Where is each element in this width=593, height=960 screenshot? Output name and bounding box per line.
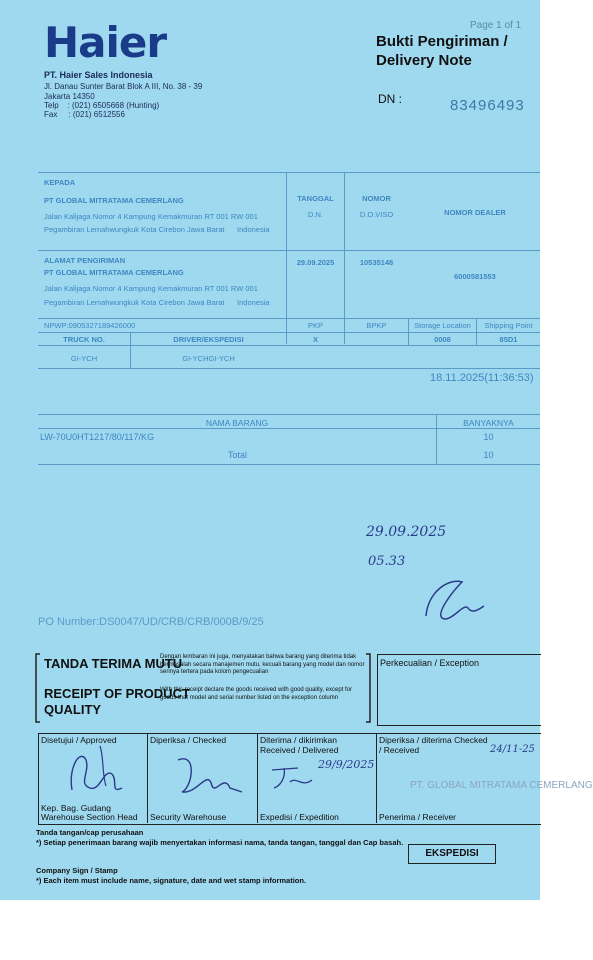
- approved-label: Disetujui / Approved: [41, 735, 117, 745]
- dealer-header: NOMOR DEALER: [444, 208, 506, 217]
- bpkp-label: BPKP: [366, 321, 387, 330]
- handwritten-date: 29.09.2025: [366, 524, 447, 540]
- delivered-signature: [268, 760, 318, 794]
- nomor-header: NOMOR: [362, 194, 391, 203]
- shipping-label: ALAMAT PENGIRIMAN: [44, 256, 126, 265]
- page-number: Page 1 of 1: [470, 20, 522, 31]
- checked-signature: [168, 748, 248, 802]
- exception-label: Perkecualian / Exception: [380, 658, 480, 668]
- approved-role-en: Warehouse Section Head: [41, 812, 138, 822]
- po-number: PO Number:DS0047/UD/CRB/CRB/000B/9/25: [38, 616, 264, 628]
- shipping-point-label: Shipping Point: [484, 321, 533, 330]
- item-name: LW-70U0HT1217/80/117/KG: [40, 432, 155, 442]
- storage-location-value: 0008: [434, 335, 451, 344]
- truck-no-value: GI-YCH: [70, 354, 98, 363]
- approved-role: Kep. Bag. Gudang: [41, 803, 111, 813]
- footer-company-sign: Company Sign / Stamp: [36, 866, 118, 875]
- recipient-address: Pegambiran Lemahwungkuk Kota Cirebon Jawa Barat Indonesia: [44, 225, 270, 234]
- company-stamp: PT. GLOBAL MITRATAMA CEMERLANG: [410, 780, 593, 791]
- ekspedisi-box: EKSPEDISI: [408, 844, 496, 864]
- quality-title-id: TANDA TERIMA MUTU: [44, 656, 183, 671]
- shipping-point-value: 85D1: [499, 335, 518, 344]
- pkp-label: PKP: [307, 321, 323, 330]
- driver-value: GI-YCHGI-YCH: [182, 354, 235, 363]
- footer-note-en: *) Each item must include name, signature, date and wet stamp information.: [36, 876, 307, 885]
- shipping-nomor: 10535148: [359, 258, 394, 267]
- dealer-number: 6000581553: [454, 272, 496, 281]
- npwp-number: NPWP:0905327189426000: [44, 321, 136, 330]
- shipping-address: Jalan Kalijaga Nomor 4 Kampung Kemakmuran RT 001 RW 001: [44, 284, 258, 293]
- item-qty: 10: [483, 432, 494, 442]
- approved-signature: [60, 738, 140, 802]
- kepada-label: KEPADA: [44, 178, 76, 187]
- quality-text-id: Dengan lembaran ini juga, menyatakan bahwa barang yang diterima tidak bermasalah secara manajemen mutu, kecuali barang yang model dan nomor serinya tertera pada kolom pengecualian: [160, 654, 365, 675]
- delivered-role: Expedisi / Expedition: [260, 812, 339, 822]
- checked-label: Diperiksa / Checked: [150, 735, 227, 745]
- total-qty: 10: [483, 450, 494, 460]
- truck-no-label: TRUCK NO.: [63, 335, 105, 344]
- tanggal-header: TANGGAL: [297, 194, 334, 203]
- pkp-value: X: [312, 335, 318, 344]
- dn-label: DN :: [378, 92, 402, 106]
- storage-location-label: Storage Location: [414, 321, 471, 330]
- quality-text-en: With this receipt declare the goods received with good quality, except for goods that model and serial number listed on the exception column: [160, 687, 352, 701]
- dn-number: 83496493: [450, 97, 525, 114]
- company-address-line: Jakarta 14350: [44, 92, 95, 101]
- received-role: Penerima / Receiver: [379, 812, 457, 822]
- title-line: Bukti Pengiriman /: [376, 33, 508, 50]
- print-datetime: 18.11.2025(11:36:53): [430, 372, 534, 384]
- company-phone: Telp : (021) 6505668 (Hunting): [44, 101, 160, 110]
- shipping-date: 29.09.2025: [296, 258, 335, 267]
- handwritten-time: 05.33: [368, 554, 406, 569]
- recipient-address: Jalan Kalijaga Nomor 4 Kampung Kemakmuran RT 001 RW 001: [44, 212, 258, 221]
- item-qty-header: BANYAKNYA: [463, 418, 514, 428]
- document-title: [376, 32, 508, 70]
- recipient-name: PT GLOBAL MITRATAMA CEMERLANG: [44, 196, 184, 205]
- checked-role: Security Warehouse: [150, 812, 227, 822]
- delivered-label: Diterima / dikirimkan Received / Delivered: [260, 735, 339, 755]
- signature-mark: [418, 572, 488, 624]
- shipping-address: Pegambiran Lemahwungkuk Kota Cirebon Jawa Barat Indonesia: [44, 298, 270, 307]
- company-address-line: Jl. Danau Sunter Barat Blok A III, No. 38 - 39: [44, 82, 203, 91]
- total-label: Total: [228, 450, 248, 460]
- received-label: Diperiksa / diterima Checked / Received: [379, 735, 488, 755]
- quality-title-en: RECEIPT OF PRODUCT: [44, 686, 190, 701]
- shipping-name: PT GLOBAL MITRATAMA CEMERLANG: [44, 268, 184, 277]
- footer-note-id: *) Setiap penerimaan barang wajib menyertakan informasi nama, tanda tangan, tanggal dan Cap basah.: [36, 838, 404, 847]
- receiver-date: 24/11-25: [490, 744, 535, 755]
- title-line: Delivery Note: [376, 52, 472, 69]
- haier-logo: Haier: [44, 18, 167, 67]
- item-name-header: NAMA BARANG: [205, 418, 269, 428]
- footer-sign-note: Tanda tangan/cap perusahaan: [36, 828, 144, 837]
- quality-title-en-2: QUALITY: [44, 702, 102, 717]
- company-name: PT. Haier Sales Indonesia: [44, 70, 153, 80]
- driver-label: DRIVER/EKSPEDISI: [173, 335, 244, 344]
- nomor-sub: D.O.VISO: [359, 210, 394, 219]
- expedition-date: 29/9/2025: [318, 758, 375, 771]
- company-fax: Fax : (021) 6512556: [44, 110, 125, 119]
- tanggal-sub: D.N.: [308, 210, 323, 219]
